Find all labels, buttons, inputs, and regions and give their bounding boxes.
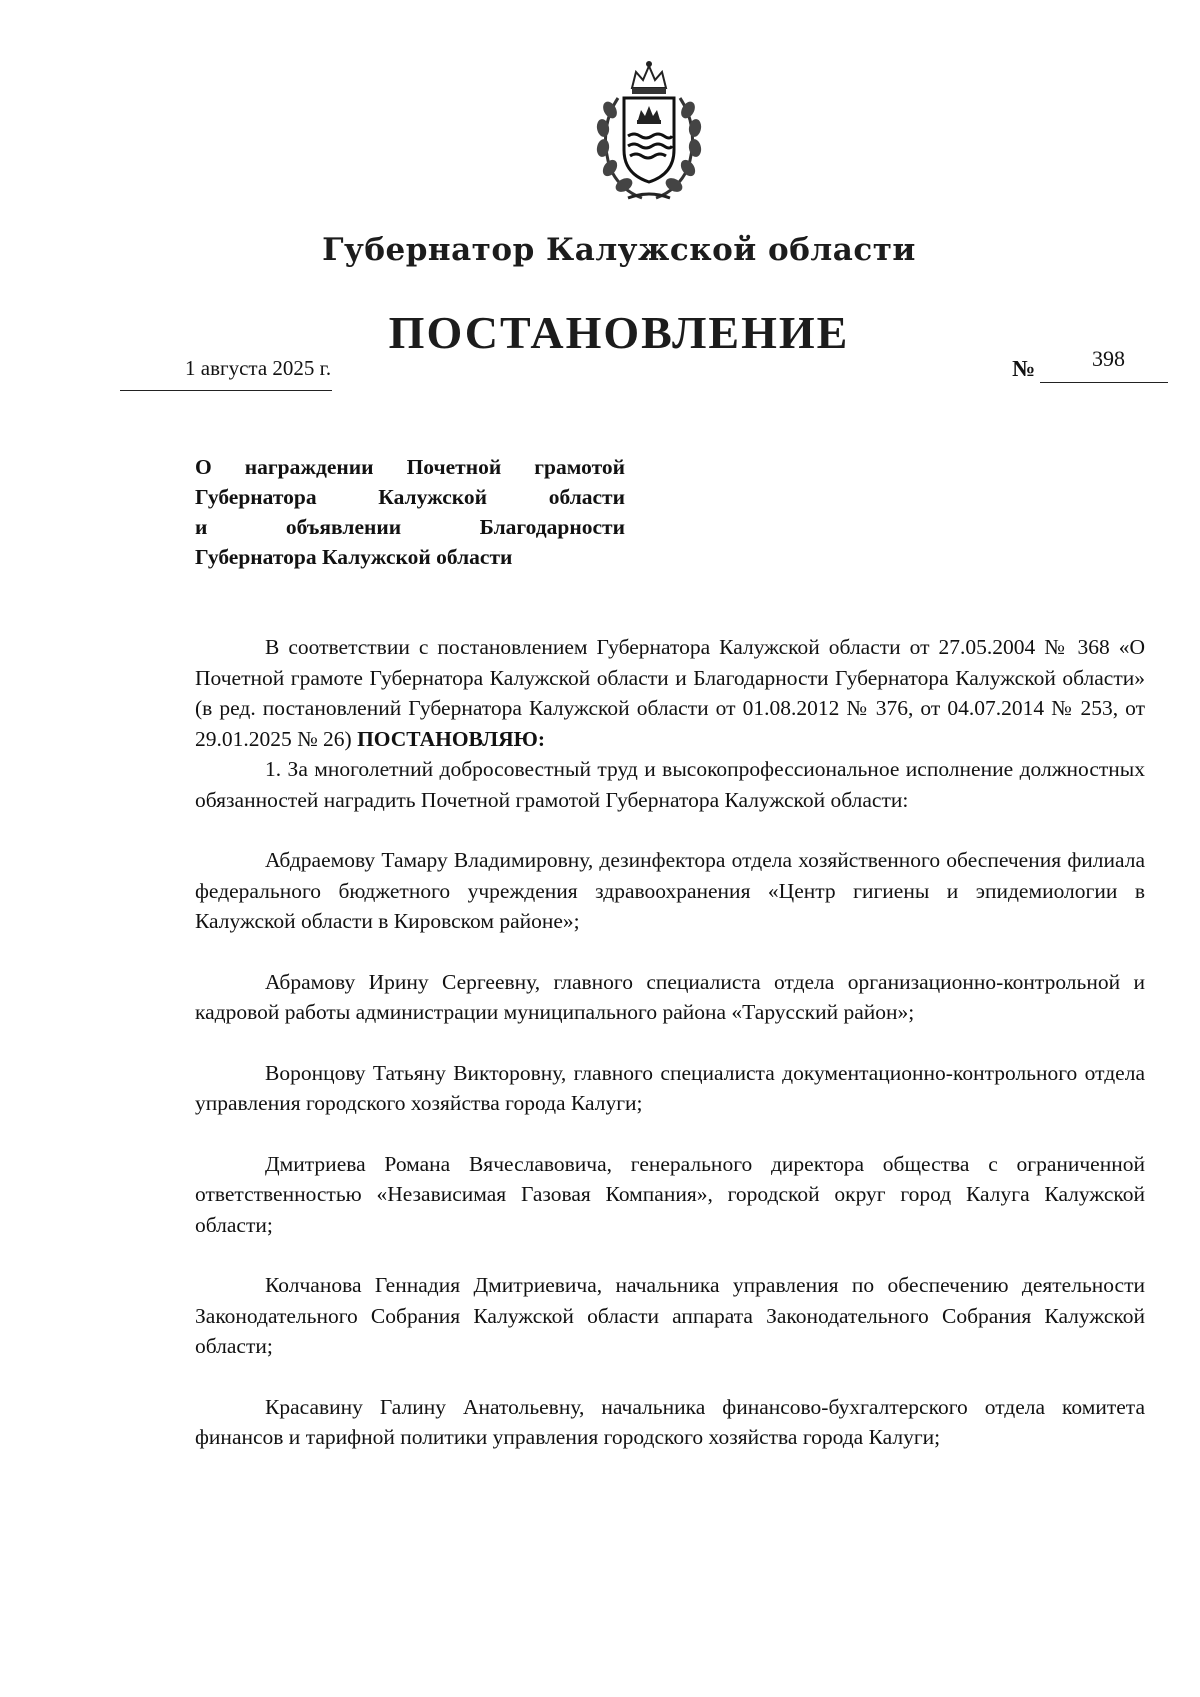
awardee-paragraph: Абрамову Ирину Сергеевну, главного специалиста отдела организационно-контрольной и кадровой работы администрации муниципального района «Тарусский район»; <box>195 969 1145 1024</box>
document-type-title: ПОСТАНОВЛЕНИЕ <box>388 307 850 358</box>
preamble-paragraph <box>195 632 1145 754</box>
subject-line: Губернатора Калужской области <box>195 545 513 569</box>
subject-line: и объявлении Благодарности <box>195 515 625 539</box>
awardee-paragraph: Колчанова Геннадия Дмитриевича, начальника управления по обеспечению деятельности Законодательного Собрания Калужской области аппарата Законодательного Собрания Калужской области; <box>195 1273 1145 1358</box>
document-number: 398 <box>1092 346 1125 371</box>
subject-line: Губернатора Калужской области <box>195 485 625 509</box>
issuing-authority: Губернатор Калужской области <box>322 232 916 268</box>
subject-line: О награждении Почетной грамотой <box>195 455 625 479</box>
coat-of-arms-emblem <box>588 58 710 206</box>
preamble-text: В соответствии с постановлением Губернатора Калужской области от 27.05.2004 № 368 «О Почетной грамоте Губернатора Калужской области и Благодарности Губернатора Калужской области» (в ред. постановлений Губернатора Калужской области от 01.08.2012 № 376, от 04.07.2014 № 253, от 29.01.2025 № 26) <box>195 635 1145 751</box>
document-date: 1 августа 2025 г. <box>185 356 332 380</box>
clause-1: 1. За многолетний добросовестный труд и высокопрофессиональное исполнение должностных обязанностей наградить Почетной грамотой Губернатора Калужской области: <box>195 757 1145 812</box>
awardee-paragraph: Дмитриева Романа Вячеславовича, генерального директора общества с ограниченной ответственностью «Независимая Газовая Компания», городской округ город Калуга Калужской области; <box>195 1151 1145 1237</box>
decree-word: ПОСТАНОВЛЯЮ: <box>357 726 545 751</box>
document-subject <box>195 452 625 572</box>
awardee-paragraph: Абдраемову Тамару Владимировну, дезинфектора отдела хозяйственного обеспечения филиала федерального бюджетного учреждения здравоохранения «Центр гигиены и эпидемиологии в Калужской области в Кировском районе»; <box>195 848 1145 933</box>
date-underline <box>120 390 332 391</box>
number-sign: № <box>1012 356 1036 381</box>
document-body <box>195 632 1145 1453</box>
awardee-paragraph: Красавину Галину Анатольевну, начальника финансово-бухгалтерского отдела комитета финансов и тарифной политики управления городского хозяйства города Калуги; <box>195 1394 1145 1449</box>
number-underline <box>1040 382 1168 383</box>
awardee-paragraph: Воронцову Татьяну Викторовну, главного специалиста документационно-контрольного отдела управления городского хозяйства города Калуги; <box>195 1060 1145 1115</box>
